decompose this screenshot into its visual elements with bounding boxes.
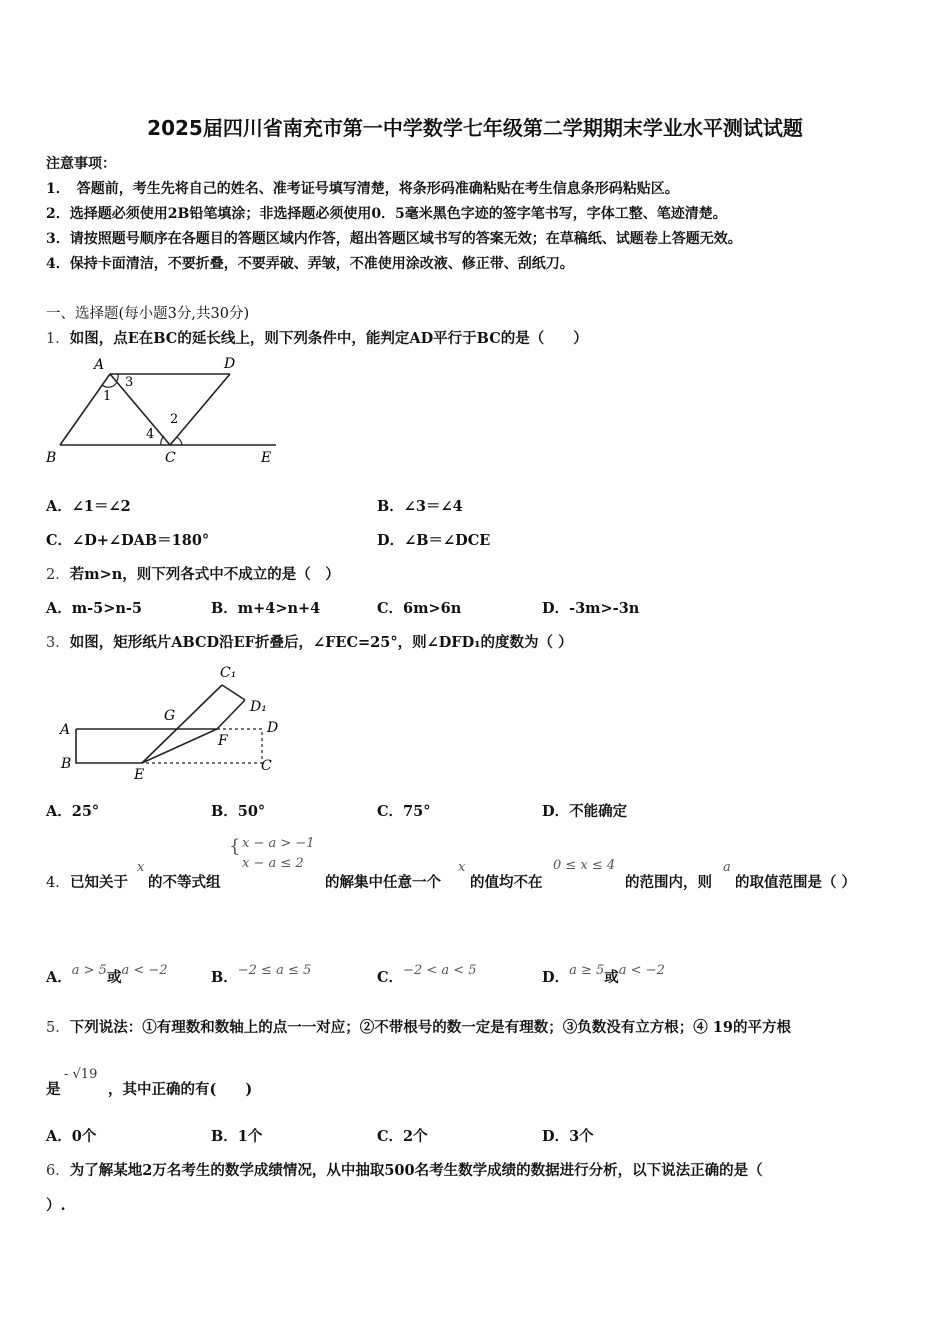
option-a[interactable] — [46, 958, 168, 986]
question-number: 2． — [46, 567, 70, 583]
option-b[interactable]: B．∠3＝∠4 — [377, 498, 463, 515]
question-2 — [46, 563, 340, 584]
system-line-2: x − a ≤ 2 — [242, 856, 304, 871]
figure-label: 3 — [125, 375, 134, 390]
option-math: a < −2 — [121, 963, 168, 978]
figure-label: 4 — [146, 427, 155, 442]
question-text: 如图，点E在BC的延长线上，则下列条件中，能判定AD平行于BC的是（ ） — [69, 330, 588, 347]
option-label: A． — [46, 969, 72, 986]
option-a[interactable]: A．∠1＝∠2 — [46, 498, 131, 515]
math-x: x — [137, 860, 145, 875]
figure-label: D₁ — [250, 699, 267, 715]
page-title: 2025届四川省南充市第一中学数学七年级第二学期期末学业水平测试试题 — [147, 116, 803, 140]
question-text: 下列说法：①有理数和数轴上的点一一对应；②不带根号的数一定是有理数；③负数没有立方根；④ 19的平方根 — [69, 1019, 791, 1036]
math-x: x — [458, 860, 466, 875]
option-b[interactable] — [211, 958, 312, 986]
figure-label: D — [267, 720, 279, 736]
question-number: 3． — [46, 635, 70, 651]
figure-label: A — [94, 357, 105, 373]
question-4-num: 4． — [46, 875, 70, 891]
question-number: 1． — [46, 331, 70, 347]
math-a: a — [723, 860, 731, 875]
question-4-text: 的范围内，则 — [625, 874, 712, 891]
option-c[interactable]: C．75° — [377, 803, 431, 820]
option-c[interactable]: C．∠D+∠DAB＝180° — [46, 532, 210, 549]
question-4-text: 的取值范围是（ ） — [735, 874, 857, 891]
option-math: a ≥ 5 — [569, 963, 605, 978]
option-b[interactable]: B．m+4>n+4 — [211, 600, 321, 617]
question-4-text: 的解集中任意一个 — [325, 874, 441, 891]
question-6-line2: ）. — [46, 1197, 66, 1214]
q3-folded-rectangle-figure — [56, 657, 286, 783]
question-1 — [46, 327, 588, 348]
option-c[interactable]: C．2个 — [377, 1128, 428, 1145]
system-line-1: x − a > −1 — [242, 836, 315, 851]
figure-label: E — [134, 767, 145, 783]
figure-label: D — [224, 356, 236, 372]
question-text: 为了解某地2万名考生的数学成绩情况，从中抽取500名考生数学成绩的数据进行分析，以下说法正确的是（ — [69, 1162, 763, 1179]
notice-item: 2．选择题必须使用2B铅笔填涂；非选择题必须使用0．5毫米黑色字迹的签字笔书写，字体工整、笔迹清楚。 — [46, 206, 727, 222]
option-label: D． — [542, 969, 570, 986]
option-label: C． — [377, 969, 404, 986]
figure-label: F — [218, 733, 228, 749]
option-or: 或 — [106, 969, 122, 986]
figure-label: 1 — [103, 389, 112, 404]
figure-label: C — [261, 758, 272, 774]
figure-label: B — [61, 756, 72, 772]
question-6 — [46, 1159, 763, 1180]
figure-label: A — [60, 722, 71, 738]
question-text: 如图，矩形纸片ABCD沿EF折叠后，∠FEC=25°，则∠DFD₁的度数为（ ） — [69, 634, 573, 651]
option-math: a > 5 — [71, 963, 107, 978]
q1-parallelogram-figure — [44, 352, 280, 466]
question-number: 5． — [46, 1020, 70, 1036]
option-c[interactable]: C．6m>6n — [377, 600, 462, 617]
notice-heading: 注意事项： — [46, 156, 116, 172]
brace-symbol: { — [229, 836, 241, 857]
option-a[interactable]: A．m-5>n-5 — [46, 600, 142, 617]
figure-label: E — [261, 450, 272, 466]
figure-label: G — [164, 708, 176, 724]
question-text: 若m>n，则下列各式中不成立的是（ ） — [69, 566, 340, 583]
figure-label: 2 — [170, 412, 179, 427]
option-or: 或 — [604, 969, 619, 986]
question-4-text: 的不等式组 — [148, 874, 221, 891]
question-number: 6． — [46, 1163, 70, 1179]
option-math: −2 < a < 5 — [403, 963, 477, 978]
question-5 — [46, 1016, 791, 1037]
option-b[interactable]: B．1个 — [211, 1128, 263, 1145]
question-5-line2: ，其中正确的有( ) — [108, 1081, 253, 1098]
option-c[interactable] — [377, 958, 477, 986]
math-range: 0 ≤ x ≤ 4 — [553, 858, 616, 873]
figure-label: B — [46, 450, 57, 466]
option-d[interactable]: D．-3m>-3n — [542, 600, 640, 617]
option-b[interactable]: B．50° — [211, 803, 266, 820]
option-d[interactable]: D．∠B＝∠DCE — [377, 532, 491, 549]
notice-item: 4．保持卡面清洁，不要折叠，不要弄破、弄皱，不准使用涂改液、修正带、刮纸刀。 — [46, 256, 574, 272]
option-a[interactable]: A．25° — [46, 803, 100, 820]
option-label: B． — [211, 969, 238, 986]
question-4-text: 的值均不在 — [470, 874, 543, 891]
sqrt-expression: - √19 — [64, 1067, 98, 1082]
notice-item: 1． 答题前，考生先将自己的姓名、准考证号填写清楚，将条形码准确粘贴在考生信息条形码粘贴区。 — [46, 181, 679, 197]
option-d[interactable]: D．不能确定 — [542, 803, 628, 820]
question-4-text: 已知关于 — [70, 874, 128, 891]
option-d[interactable] — [542, 958, 665, 986]
option-math: −2 ≤ a ≤ 5 — [237, 963, 312, 978]
option-a[interactable]: A．0个 — [46, 1128, 97, 1145]
notice-item: 3．请按照题号顺序在各题目的答题区域内作答，超出答题区域书写的答案无效；在草稿纸、试题卷上答题无效。 — [46, 231, 742, 247]
question-3 — [46, 631, 573, 652]
option-math: a < −2 — [618, 963, 665, 978]
section-heading: 一、选择题(每小题3分,共30分) — [46, 306, 250, 322]
option-d[interactable]: D．3个 — [542, 1128, 594, 1145]
question-5-line2: 是 — [46, 1081, 61, 1098]
figure-label: C — [165, 450, 176, 466]
figure-label: C₁ — [220, 665, 237, 681]
